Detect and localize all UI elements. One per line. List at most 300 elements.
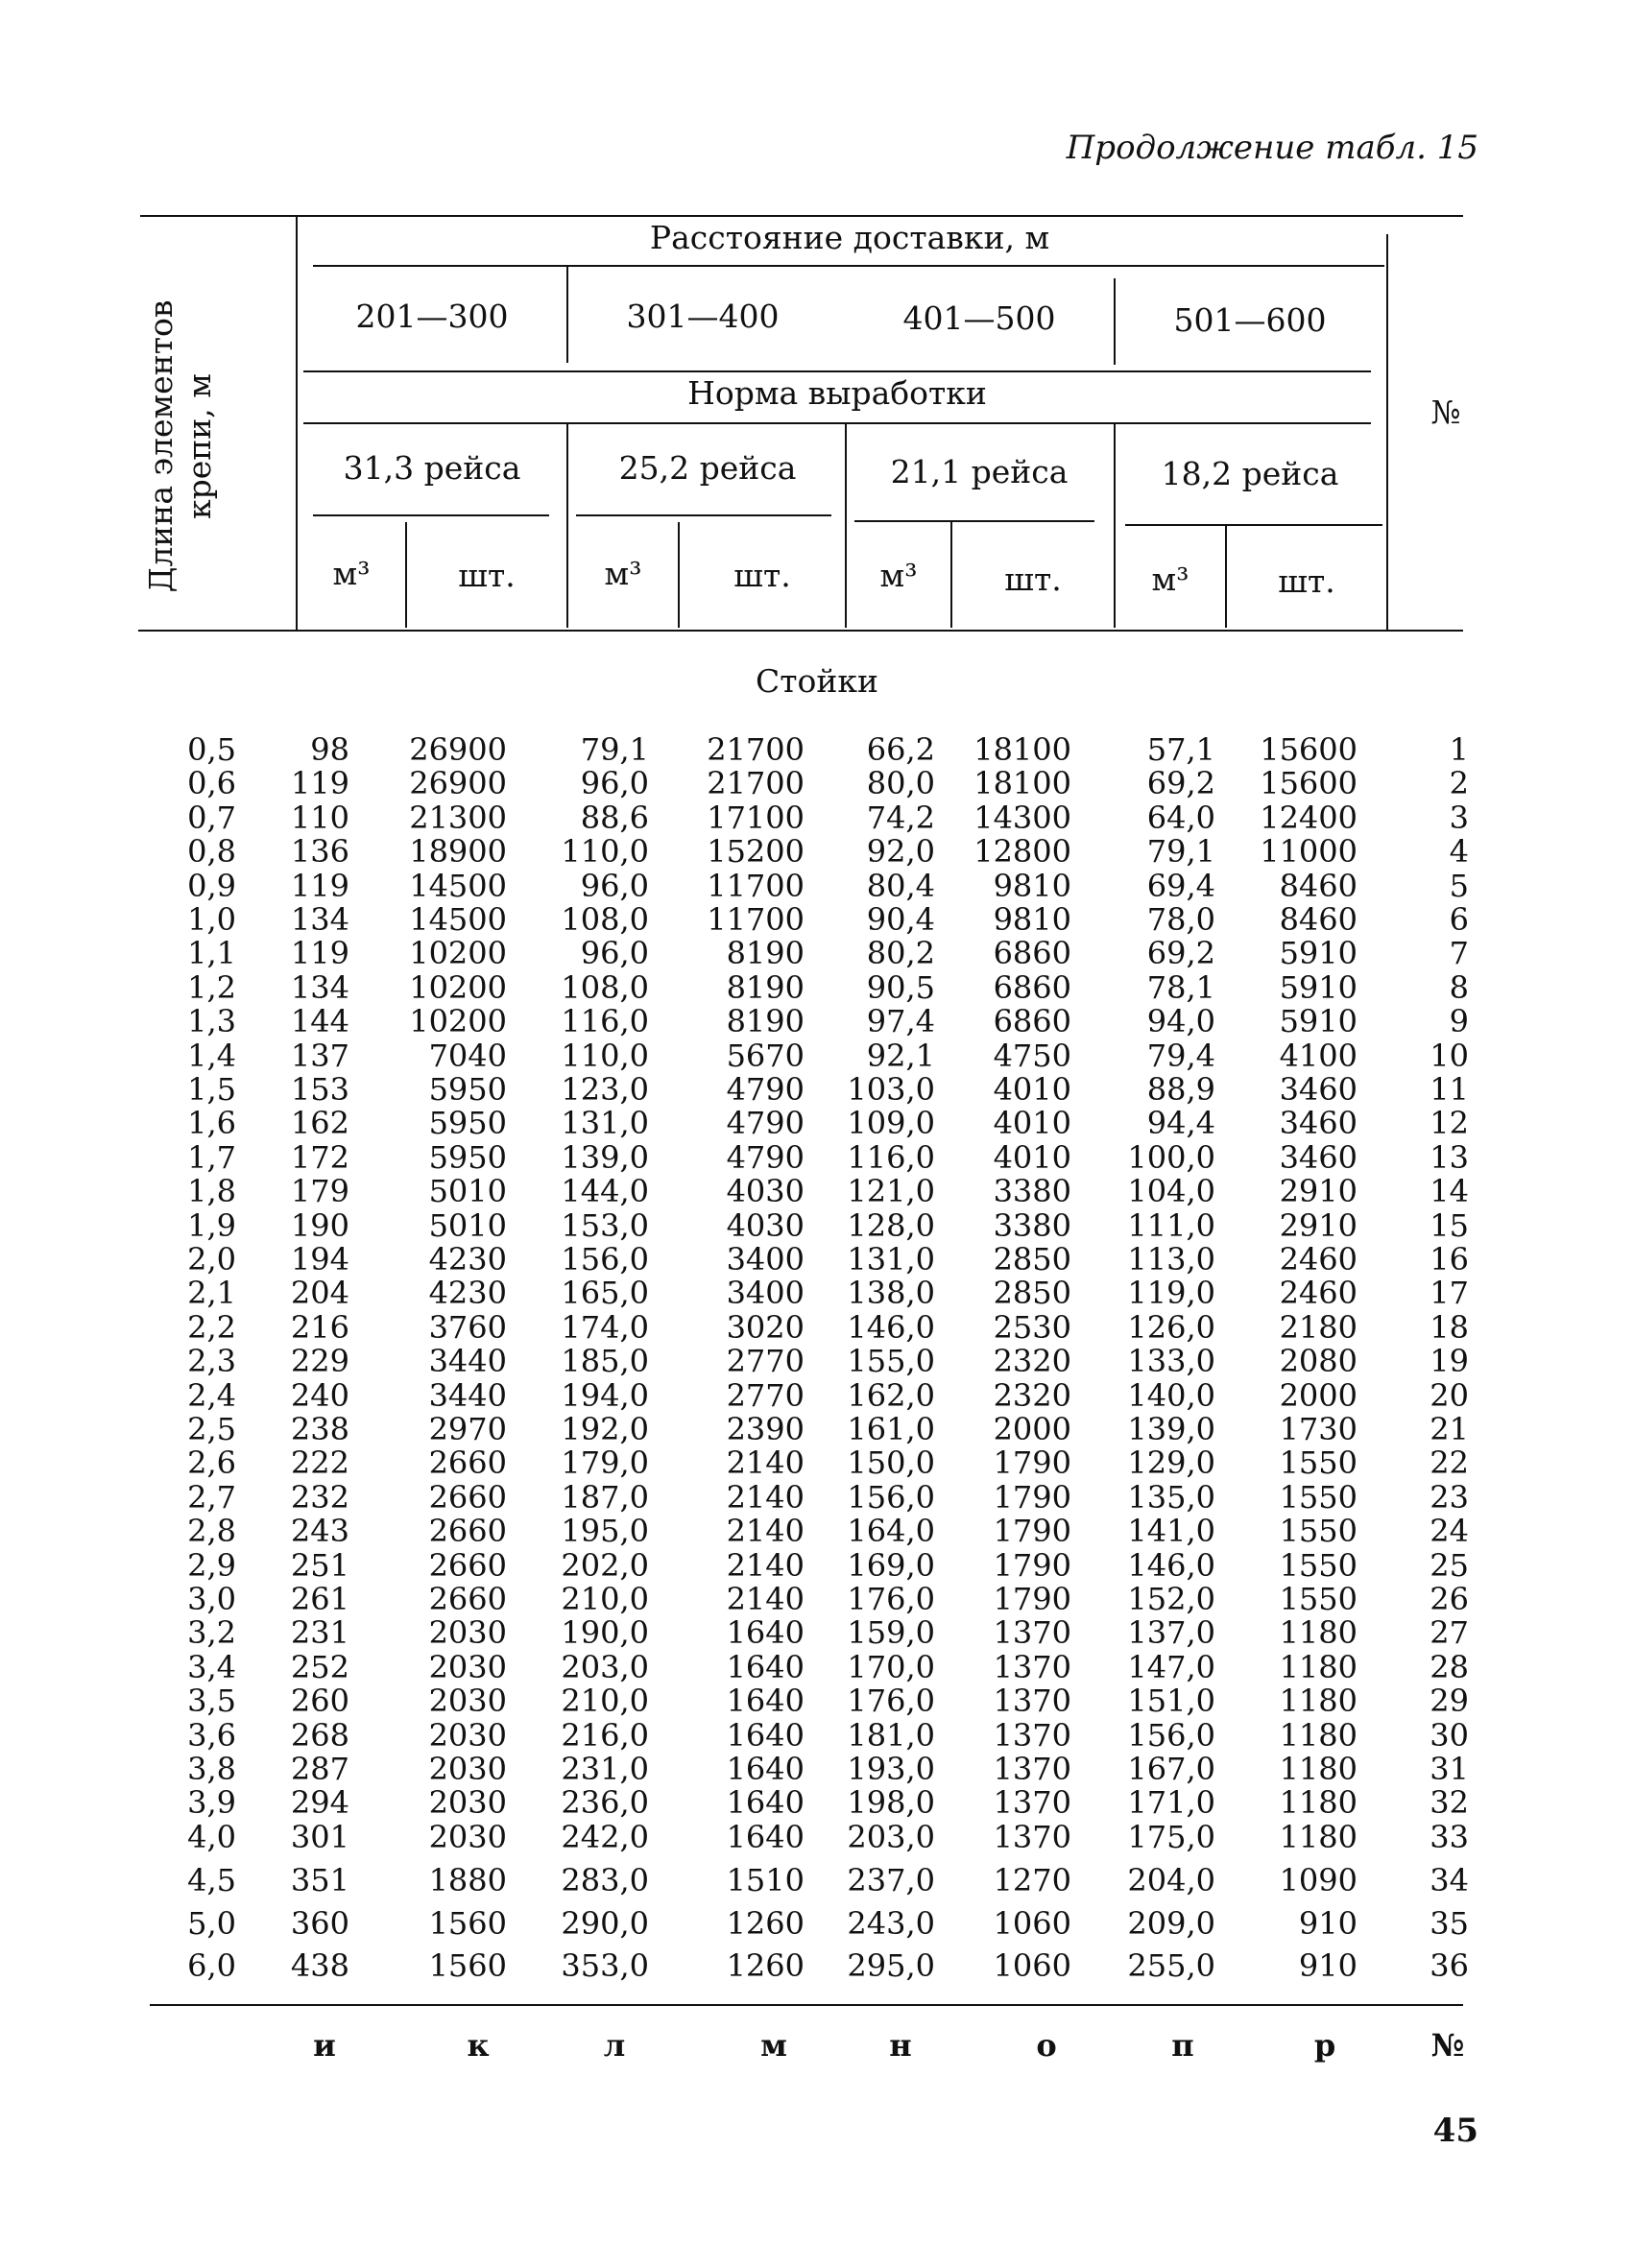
cell-m3-301-400: 96,0 — [580, 867, 649, 904]
cell-m3-401-500: 176,0 — [847, 1581, 935, 1617]
cell-m3-501-600: 94,4 — [1146, 1105, 1215, 1142]
cell-row-no: 27 — [1430, 1614, 1469, 1652]
cell-pcs-301-400: 1640 — [726, 1784, 805, 1822]
range-401-500: 401—500 — [902, 299, 1056, 337]
cell-row-no: 7 — [1449, 935, 1469, 972]
cell-pcs-201-300: 2030 — [428, 1818, 507, 1855]
cell-pcs-301-400: 4790 — [726, 1071, 805, 1108]
range-201-300: 201—300 — [355, 298, 509, 335]
cell-pcs-401-500: 2320 — [993, 1343, 1071, 1380]
cell-pcs-501-600: 8460 — [1279, 867, 1358, 904]
cell-pcs-201-300: 1880 — [428, 1862, 507, 1898]
cell-row-no: 12 — [1430, 1105, 1469, 1142]
cell-pcs-401-500: 18100 — [973, 731, 1071, 768]
cell-m3-501-600: 126,0 — [1127, 1308, 1215, 1346]
cell-m3-201-300: 190 — [290, 1206, 349, 1244]
cell-length: 3,9 — [187, 1784, 236, 1822]
cell-row-no: 31 — [1430, 1751, 1469, 1787]
cell-pcs-401-500: 1370 — [993, 1818, 1071, 1855]
cell-m3-201-300: 137 — [290, 1037, 349, 1074]
footer-letter: р — [1313, 2027, 1336, 2064]
cell-pcs-201-300: 5010 — [428, 1206, 507, 1244]
cell-length: 1,2 — [187, 968, 236, 1006]
cell-row-no: 28 — [1430, 1648, 1469, 1685]
cell-row-no: 23 — [1430, 1478, 1469, 1516]
cell-pcs-401-500: 1060 — [993, 1905, 1071, 1942]
section-title: Стойки — [756, 662, 878, 700]
cell-length: 1,0 — [187, 901, 236, 938]
cell-length: 3,8 — [187, 1751, 236, 1787]
cell-pcs-301-400: 2140 — [726, 1513, 805, 1550]
cell-pcs-401-500: 6860 — [993, 968, 1071, 1006]
cell-pcs-301-400: 11700 — [707, 901, 805, 938]
footer-letter: м — [760, 2027, 787, 2064]
unit-sht-2: шт. — [733, 557, 791, 594]
trips-rule-4 — [1125, 524, 1382, 526]
cell-length: 2,0 — [187, 1241, 236, 1277]
cell-pcs-301-400: 8190 — [726, 935, 805, 972]
cell-row-no: 16 — [1430, 1241, 1469, 1277]
cell-pcs-201-300: 4230 — [428, 1275, 507, 1312]
range-501-600: 501—600 — [1173, 301, 1327, 339]
cell-pcs-301-400: 1640 — [726, 1648, 805, 1685]
cell-m3-401-500: 203,0 — [847, 1818, 935, 1855]
cell-pcs-201-300: 2030 — [428, 1784, 507, 1822]
cell-m3-301-400: 290,0 — [561, 1905, 649, 1942]
cell-m3-301-400: 96,0 — [580, 765, 649, 802]
cell-m3-501-600: 57,1 — [1146, 731, 1215, 768]
page-number: 45 — [1432, 2112, 1478, 2150]
footer-letter: л — [603, 2027, 626, 2064]
cell-m3-301-400: 96,0 — [580, 935, 649, 972]
header-bottom-rule — [138, 630, 1463, 632]
cell-pcs-501-600: 2000 — [1279, 1376, 1358, 1414]
cell-pcs-501-600: 1550 — [1279, 1478, 1358, 1516]
cell-m3-201-300: 260 — [290, 1683, 349, 1720]
cell-row-no: 26 — [1430, 1581, 1469, 1617]
cell-m3-201-300: 204 — [290, 1275, 349, 1312]
cell-length: 0,8 — [187, 833, 236, 871]
cell-pcs-301-400: 15200 — [707, 833, 805, 871]
cell-length: 3,6 — [187, 1716, 236, 1754]
cell-pcs-301-400: 4790 — [726, 1105, 805, 1142]
cell-pcs-501-600: 1180 — [1279, 1784, 1358, 1822]
cell-m3-201-300: 134 — [290, 968, 349, 1006]
cell-row-no: 29 — [1430, 1683, 1469, 1720]
cell-m3-401-500: 156,0 — [847, 1478, 935, 1516]
cell-pcs-501-600: 1550 — [1279, 1513, 1358, 1550]
cell-pcs-401-500: 4010 — [993, 1071, 1071, 1108]
cell-pcs-201-300: 10200 — [409, 1003, 507, 1040]
cell-pcs-401-500: 4010 — [993, 1138, 1071, 1176]
cell-pcs-301-400: 4030 — [726, 1173, 805, 1210]
cell-pcs-201-300: 5950 — [428, 1071, 507, 1108]
cell-m3-301-400: 131,0 — [561, 1105, 649, 1142]
cell-m3-401-500: 80,2 — [866, 935, 935, 972]
cell-row-no: 19 — [1430, 1343, 1469, 1380]
cell-m3-501-600: 151,0 — [1127, 1683, 1215, 1720]
cell-length: 2,5 — [187, 1411, 236, 1447]
cell-pcs-401-500: 1370 — [993, 1614, 1071, 1652]
cell-length: 1,7 — [187, 1138, 236, 1176]
cell-m3-201-300: 119 — [290, 867, 349, 904]
cell-m3-401-500: 159,0 — [847, 1614, 935, 1652]
cell-pcs-401-500: 12800 — [973, 833, 1071, 871]
cell-row-no: 32 — [1430, 1784, 1469, 1822]
cell-row-no: 13 — [1430, 1138, 1469, 1176]
trips-rule-1 — [313, 514, 549, 516]
no-header: № — [1430, 394, 1461, 431]
cell-pcs-401-500: 1790 — [993, 1581, 1071, 1617]
cell-m3-401-500: 170,0 — [847, 1648, 935, 1685]
cell-m3-301-400: 108,0 — [561, 901, 649, 938]
cell-m3-301-400: 194,0 — [561, 1376, 649, 1414]
trips-2: 25,2 рейса — [618, 449, 797, 487]
cell-m3-201-300: 110 — [290, 799, 349, 836]
cell-pcs-201-300: 2660 — [428, 1513, 507, 1550]
cell-pcs-301-400: 8190 — [726, 1003, 805, 1040]
cell-m3-201-300: 136 — [290, 833, 349, 871]
cell-m3-401-500: 169,0 — [847, 1546, 935, 1584]
cell-pcs-401-500: 1790 — [993, 1513, 1071, 1550]
cell-pcs-401-500: 2320 — [993, 1376, 1071, 1414]
cell-pcs-501-600: 5910 — [1279, 1003, 1358, 1040]
cell-m3-501-600: 133,0 — [1127, 1343, 1215, 1380]
cell-length: 1,3 — [187, 1003, 236, 1040]
cell-pcs-501-600: 11000 — [1260, 833, 1358, 871]
cell-m3-301-400: 165,0 — [561, 1275, 649, 1312]
cell-pcs-301-400: 1260 — [726, 1905, 805, 1942]
cell-m3-201-300: 119 — [290, 935, 349, 972]
cell-m3-301-400: 202,0 — [561, 1546, 649, 1584]
cell-m3-201-300: 222 — [290, 1444, 349, 1482]
cell-m3-501-600: 100,0 — [1127, 1138, 1215, 1176]
cell-length: 5,0 — [187, 1905, 236, 1942]
cell-pcs-301-400: 8190 — [726, 968, 805, 1006]
cell-length: 4,5 — [187, 1862, 236, 1898]
cell-pcs-201-300: 2030 — [428, 1683, 507, 1720]
cell-pcs-201-300: 14500 — [409, 901, 507, 938]
cell-m3-301-400: 179,0 — [561, 1444, 649, 1482]
cell-pcs-501-600: 3460 — [1279, 1105, 1358, 1142]
cell-m3-201-300: 231 — [290, 1614, 349, 1652]
footer-letter: № — [1430, 2027, 1465, 2064]
cell-pcs-201-300: 3760 — [428, 1308, 507, 1346]
cell-m3-301-400: 195,0 — [561, 1513, 649, 1550]
unit-m3-1: м³ — [332, 555, 371, 592]
cell-pcs-201-300: 3440 — [428, 1376, 507, 1414]
cell-m3-301-400: 139,0 — [561, 1138, 649, 1176]
cell-m3-501-600: 139,0 — [1127, 1411, 1215, 1447]
cell-m3-401-500: 80,0 — [866, 765, 935, 802]
cell-m3-301-400: 79,1 — [580, 731, 649, 768]
cell-length: 1,6 — [187, 1105, 236, 1142]
cell-m3-501-600: 156,0 — [1127, 1716, 1215, 1754]
cell-row-no: 30 — [1430, 1716, 1469, 1754]
cell-m3-401-500: 161,0 — [847, 1411, 935, 1447]
cell-pcs-301-400: 2770 — [726, 1343, 805, 1380]
cell-m3-401-500: 243,0 — [847, 1905, 935, 1942]
cell-pcs-201-300: 2660 — [428, 1444, 507, 1482]
cell-m3-401-500: 92,1 — [866, 1037, 935, 1074]
cell-m3-401-500: 155,0 — [847, 1343, 935, 1380]
cell-m3-301-400: 353,0 — [561, 1947, 649, 1984]
cell-pcs-301-400: 1510 — [726, 1862, 805, 1898]
cell-pcs-301-400: 1640 — [726, 1716, 805, 1754]
cell-m3-201-300: 144 — [290, 1003, 349, 1040]
cell-pcs-401-500: 1790 — [993, 1546, 1071, 1584]
cell-row-no: 1 — [1449, 731, 1469, 768]
cell-m3-201-300: 179 — [290, 1173, 349, 1210]
cell-pcs-401-500: 1790 — [993, 1478, 1071, 1516]
cell-length: 1,9 — [187, 1206, 236, 1244]
cell-length: 1,5 — [187, 1071, 236, 1108]
cell-pcs-301-400: 1640 — [726, 1683, 805, 1720]
norm-title-rule — [303, 422, 1371, 424]
cell-m3-401-500: 97,4 — [866, 1003, 935, 1040]
cell-m3-501-600: 78,0 — [1146, 901, 1215, 938]
cell-pcs-201-300: 4230 — [428, 1241, 507, 1277]
cell-m3-201-300: 194 — [290, 1241, 349, 1277]
cell-pcs-501-600: 1180 — [1279, 1614, 1358, 1652]
cell-m3-201-300: 153 — [290, 1071, 349, 1108]
cell-m3-201-300: 134 — [290, 901, 349, 938]
cell-m3-501-600: 175,0 — [1127, 1818, 1215, 1855]
cell-m3-501-600: 171,0 — [1127, 1784, 1215, 1822]
cell-length: 2,2 — [187, 1308, 236, 1346]
cell-pcs-501-600: 2180 — [1279, 1308, 1358, 1346]
cell-pcs-301-400: 17100 — [707, 799, 805, 836]
cell-m3-501-600: 113,0 — [1127, 1241, 1215, 1277]
cell-length: 3,5 — [187, 1683, 236, 1720]
cell-m3-501-600: 167,0 — [1127, 1751, 1215, 1787]
cell-m3-301-400: 116,0 — [561, 1003, 649, 1040]
cell-row-no: 4 — [1449, 833, 1469, 871]
cell-length: 0,6 — [187, 765, 236, 802]
table-caption: Продолжение табл. 15 — [1066, 129, 1478, 167]
cell-m3-301-400: 203,0 — [561, 1648, 649, 1685]
cell-m3-201-300: 162 — [290, 1105, 349, 1142]
cell-length: 3,0 — [187, 1581, 236, 1617]
cell-length: 2,8 — [187, 1513, 236, 1550]
cell-row-no: 10 — [1430, 1037, 1469, 1074]
cell-m3-301-400: 88,6 — [580, 799, 649, 836]
cell-pcs-501-600: 4100 — [1279, 1037, 1358, 1074]
cell-pcs-501-600: 910 — [1298, 1947, 1358, 1984]
cell-m3-201-300: 252 — [290, 1648, 349, 1685]
distance-title-rule — [313, 265, 1384, 267]
cell-pcs-201-300: 10200 — [409, 968, 507, 1006]
cell-row-no: 18 — [1430, 1308, 1469, 1346]
footer-letter: п — [1171, 2027, 1194, 2064]
cell-m3-501-600: 129,0 — [1127, 1444, 1215, 1482]
cell-pcs-201-300: 7040 — [428, 1037, 507, 1074]
cell-pcs-401-500: 18100 — [973, 765, 1071, 802]
cell-pcs-301-400: 21700 — [707, 765, 805, 802]
cell-length: 3,2 — [187, 1614, 236, 1652]
unit-m3-2: м³ — [604, 555, 642, 592]
cell-length: 3,4 — [187, 1648, 236, 1685]
cell-pcs-301-400: 2770 — [726, 1376, 805, 1414]
cell-m3-501-600: 64,0 — [1146, 799, 1215, 836]
cell-length: 0,9 — [187, 867, 236, 904]
cell-length: 2,3 — [187, 1343, 236, 1380]
unit-m3-3: м³ — [879, 557, 918, 594]
cell-m3-401-500: 295,0 — [847, 1947, 935, 1984]
cell-m3-401-500: 198,0 — [847, 1784, 935, 1822]
cell-m3-201-300: 251 — [290, 1546, 349, 1584]
cell-m3-401-500: 181,0 — [847, 1716, 935, 1754]
cell-pcs-201-300: 2030 — [428, 1648, 507, 1685]
cell-length: 4,0 — [187, 1818, 236, 1855]
no-column-divider — [1386, 234, 1388, 630]
cell-m3-201-300: 229 — [290, 1343, 349, 1380]
cell-row-no: 17 — [1430, 1275, 1469, 1312]
cell-row-no: 34 — [1430, 1862, 1469, 1898]
cell-row-no: 11 — [1430, 1071, 1469, 1108]
cell-m3-301-400: 110,0 — [561, 1037, 649, 1074]
cell-m3-301-400: 187,0 — [561, 1478, 649, 1516]
cell-m3-301-400: 108,0 — [561, 968, 649, 1006]
cell-m3-301-400: 144,0 — [561, 1173, 649, 1210]
cell-m3-501-600: 147,0 — [1127, 1648, 1215, 1685]
footer-rule — [150, 2004, 1463, 2006]
unit-sht-1: шт. — [458, 557, 516, 594]
cell-length: 2,6 — [187, 1444, 236, 1482]
cell-pcs-501-600: 3460 — [1279, 1138, 1358, 1176]
trips-1: 31,3 рейса — [343, 449, 521, 487]
distance-title: Расстояние доставки, м — [649, 219, 1050, 256]
cell-pcs-401-500: 2530 — [993, 1308, 1071, 1346]
cell-pcs-201-300: 3440 — [428, 1343, 507, 1380]
cell-m3-201-300: 294 — [290, 1784, 349, 1822]
cell-row-no: 35 — [1430, 1905, 1469, 1942]
cell-row-no: 20 — [1430, 1376, 1469, 1414]
cell-row-no: 5 — [1449, 867, 1469, 904]
trips-rule-3 — [854, 520, 1094, 522]
cell-pcs-501-600: 910 — [1298, 1905, 1358, 1942]
cell-pcs-301-400: 4030 — [726, 1206, 805, 1244]
trips-rule-2 — [576, 514, 831, 516]
cell-m3-301-400: 174,0 — [561, 1308, 649, 1346]
cell-length: 6,0 — [187, 1947, 236, 1984]
cell-pcs-201-300: 2660 — [428, 1478, 507, 1516]
cell-pcs-401-500: 1370 — [993, 1716, 1071, 1754]
cell-pcs-401-500: 14300 — [973, 799, 1071, 836]
cell-m3-201-300: 98 — [310, 731, 349, 768]
cell-m3-501-600: 209,0 — [1127, 1905, 1215, 1942]
cell-m3-201-300: 351 — [290, 1862, 349, 1898]
cell-m3-301-400: 231,0 — [561, 1751, 649, 1787]
cell-m3-501-600: 152,0 — [1127, 1581, 1215, 1617]
cell-m3-201-300: 438 — [290, 1947, 349, 1984]
cell-row-no: 8 — [1449, 968, 1469, 1006]
cell-pcs-201-300: 2030 — [428, 1614, 507, 1652]
cell-m3-401-500: 176,0 — [847, 1683, 935, 1720]
cell-pcs-501-600: 12400 — [1260, 799, 1358, 836]
cell-m3-501-600: 88,9 — [1146, 1071, 1215, 1108]
cell-m3-301-400: 192,0 — [561, 1411, 649, 1447]
cell-pcs-501-600: 8460 — [1279, 901, 1358, 938]
cell-pcs-501-600: 15600 — [1260, 765, 1358, 802]
ranges-rule — [303, 370, 1371, 372]
cell-pcs-201-300: 26900 — [409, 731, 507, 768]
cell-pcs-501-600: 5910 — [1279, 968, 1358, 1006]
cell-pcs-301-400: 1640 — [726, 1818, 805, 1855]
unit-sht-3: шт. — [1004, 561, 1062, 598]
cell-m3-501-600: 94,0 — [1146, 1003, 1215, 1040]
cell-m3-201-300: 216 — [290, 1308, 349, 1346]
cell-pcs-501-600: 2460 — [1279, 1241, 1358, 1277]
cell-m3-201-300: 268 — [290, 1716, 349, 1754]
cell-row-no: 25 — [1430, 1546, 1469, 1584]
cell-m3-501-600: 79,4 — [1146, 1037, 1215, 1074]
cell-pcs-201-300: 18900 — [409, 833, 507, 871]
cell-pcs-501-600: 1090 — [1279, 1862, 1358, 1898]
cell-m3-501-600: 78,1 — [1146, 968, 1215, 1006]
cell-pcs-201-300: 26900 — [409, 765, 507, 802]
cell-m3-501-600: 69,2 — [1146, 765, 1215, 802]
cell-m3-401-500: 150,0 — [847, 1444, 935, 1482]
cell-m3-501-600: 69,2 — [1146, 935, 1215, 972]
cell-pcs-501-600: 3460 — [1279, 1071, 1358, 1108]
cell-length: 1,4 — [187, 1037, 236, 1074]
cell-m3-401-500: 92,0 — [866, 833, 935, 871]
cell-pcs-401-500: 3380 — [993, 1173, 1071, 1210]
cell-pcs-301-400: 1260 — [726, 1947, 805, 1984]
cell-pcs-301-400: 1640 — [726, 1614, 805, 1652]
cell-pcs-201-300: 5950 — [428, 1138, 507, 1176]
cell-pcs-301-400: 2390 — [726, 1411, 805, 1447]
cell-m3-401-500: 90,4 — [866, 901, 935, 938]
stub-header: Длина элементов крепи, м — [142, 299, 218, 593]
cell-pcs-501-600: 1180 — [1279, 1818, 1358, 1855]
cell-pcs-401-500: 1060 — [993, 1947, 1071, 1984]
cell-pcs-201-300: 1560 — [428, 1947, 507, 1984]
cell-row-no: 9 — [1449, 1003, 1469, 1040]
cell-m3-401-500: 80,4 — [866, 867, 935, 904]
cell-m3-401-500: 103,0 — [847, 1071, 935, 1108]
cell-pcs-301-400: 3400 — [726, 1241, 805, 1277]
cell-length: 2,1 — [187, 1275, 236, 1312]
cell-m3-201-300: 119 — [290, 765, 349, 802]
footer-letter: и — [313, 2027, 336, 2064]
unit-m3-4: м³ — [1151, 561, 1189, 598]
cell-m3-301-400: 236,0 — [561, 1784, 649, 1822]
cell-pcs-401-500: 2000 — [993, 1411, 1071, 1447]
cell-m3-401-500: 146,0 — [847, 1308, 935, 1346]
cell-m3-401-500: 121,0 — [847, 1173, 935, 1210]
cell-pcs-401-500: 1370 — [993, 1751, 1071, 1787]
cell-pcs-201-300: 2030 — [428, 1716, 507, 1754]
cell-m3-501-600: 79,1 — [1146, 833, 1215, 871]
cell-pcs-301-400: 1640 — [726, 1751, 805, 1787]
cell-row-no: 22 — [1430, 1444, 1469, 1482]
cell-m3-401-500: 138,0 — [847, 1275, 935, 1312]
cell-pcs-201-300: 2030 — [428, 1751, 507, 1787]
cell-m3-301-400: 283,0 — [561, 1862, 649, 1898]
cell-pcs-401-500: 2850 — [993, 1241, 1071, 1277]
cell-row-no: 3 — [1449, 799, 1469, 836]
cell-pcs-301-400: 2140 — [726, 1444, 805, 1482]
cell-m3-501-600: 119,0 — [1127, 1275, 1215, 1312]
cell-pcs-501-600: 15600 — [1260, 731, 1358, 768]
cell-m3-301-400: 156,0 — [561, 1241, 649, 1277]
cell-pcs-301-400: 11700 — [707, 867, 805, 904]
cell-row-no: 21 — [1430, 1411, 1469, 1447]
cell-m3-401-500: 74,2 — [866, 799, 935, 836]
trips-4: 18,2 рейса — [1161, 455, 1339, 492]
